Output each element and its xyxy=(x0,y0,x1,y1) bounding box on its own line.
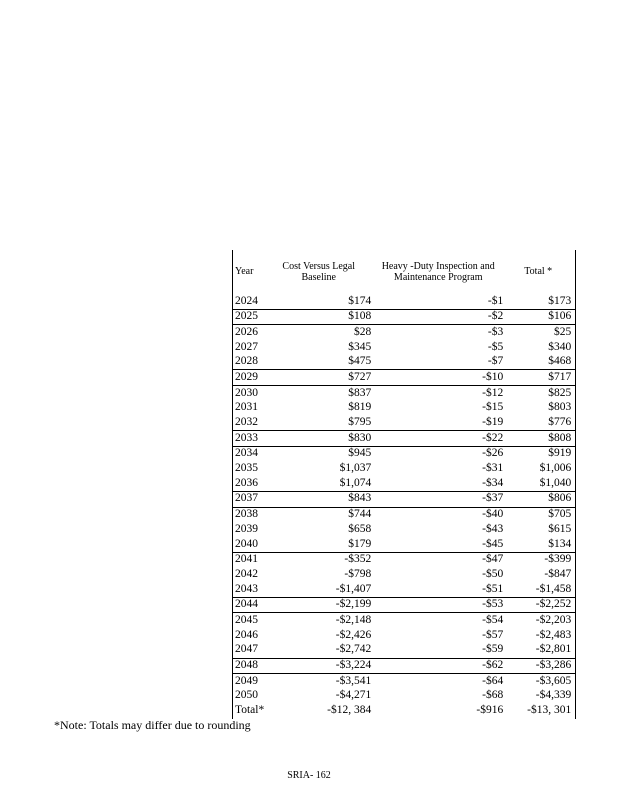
legal-cost-cell: -$2,742 xyxy=(335,643,372,656)
legal-cost-cell: $727 xyxy=(266,370,373,386)
header-hd-program: Heavy -Duty Inspection and Maintenance Program xyxy=(381,260,495,283)
legal-cost-cell: $744 xyxy=(266,507,373,522)
table-row xyxy=(233,582,576,597)
year-cell: 2036 xyxy=(233,476,267,491)
header-row xyxy=(233,250,576,294)
hd-program-cell: -$47 xyxy=(373,552,505,567)
hd-program-cell: -$62 xyxy=(373,658,505,674)
rounding-note: *Note: Totals may differ due to rounding xyxy=(54,718,251,732)
table-row xyxy=(233,537,576,552)
legal-cost-cell: -$2,199 xyxy=(266,597,373,613)
year-cell: 2049 xyxy=(233,674,267,689)
total-cell: $106 xyxy=(505,309,576,325)
year-cell: 2035 xyxy=(233,462,267,477)
legal-cost-cell: -$3,541 xyxy=(266,674,373,689)
legal-cost-cell: $1,037 xyxy=(339,462,372,475)
hd-program-cell: -$53 xyxy=(373,597,505,613)
total-cell: -$2,252 xyxy=(505,597,576,613)
year-cell: 2032 xyxy=(233,416,267,431)
year-cell: 2044 xyxy=(233,597,267,613)
year-cell: 2039 xyxy=(233,522,267,537)
table-row xyxy=(233,674,576,689)
hd-program-cell: -$26 xyxy=(373,446,505,461)
legal-cost-cell: $945 xyxy=(266,446,373,461)
year-cell: 2025 xyxy=(233,309,267,325)
year-cell: 2026 xyxy=(233,325,267,340)
table-row xyxy=(233,491,576,507)
hd-program-cell: -$59 xyxy=(482,643,504,656)
year-cell: 2040 xyxy=(233,537,267,552)
hd-program-cell: -$7 xyxy=(487,355,504,368)
table-row xyxy=(233,386,576,401)
legal-cost-cell: $1,074 xyxy=(339,476,372,489)
table-row xyxy=(233,431,576,447)
hd-program-cell: -$34 xyxy=(482,476,504,489)
legal-cost-cell: -$1,407 xyxy=(335,582,372,595)
hd-program-cell: -$12 xyxy=(373,386,505,401)
cost-table xyxy=(232,250,576,719)
total-cell: -$2,801 xyxy=(505,643,576,658)
legal-cost-cell: -$2,148 xyxy=(266,613,373,628)
hd-program-cell: -$37 xyxy=(373,491,505,507)
hd-program-cell: -$57 xyxy=(482,628,504,641)
header-year: Year xyxy=(233,250,267,294)
hd-program-cell: -$40 xyxy=(373,507,505,522)
year-cell: 2034 xyxy=(233,446,267,461)
total-cell: -$4,339 xyxy=(505,689,576,704)
hd-program-cell: -$51 xyxy=(482,582,504,595)
legal-cost-cell: $830 xyxy=(266,431,373,447)
year-cell: 2042 xyxy=(233,567,267,582)
total-cell: $919 xyxy=(505,446,576,461)
year-cell: 2046 xyxy=(233,628,267,643)
total-cell: $25 xyxy=(505,325,576,340)
total-cell: $1,040 xyxy=(505,476,576,491)
legal-cost-cell: $475 xyxy=(348,355,372,368)
legal-cost-cell: -$3,224 xyxy=(266,658,373,674)
year-cell: 2027 xyxy=(233,340,267,355)
table-row xyxy=(233,325,576,340)
hd-program-cell: -$2 xyxy=(373,309,505,325)
table-row xyxy=(233,643,576,658)
table-row xyxy=(233,355,576,370)
total-cell: $1,006 xyxy=(505,462,576,477)
total-legal-cell: -$12, 384 xyxy=(327,704,372,717)
table-row xyxy=(233,522,576,537)
legal-cost-cell: -$2,426 xyxy=(335,628,372,641)
table-row xyxy=(233,446,576,461)
year-cell: 2029 xyxy=(233,370,267,386)
year-cell: 2048 xyxy=(233,658,267,674)
year-cell: 2024 xyxy=(233,294,267,309)
table-row xyxy=(233,401,576,416)
legal-cost-cell: $179 xyxy=(348,537,372,550)
legal-cost-cell: $795 xyxy=(348,416,372,429)
table-row xyxy=(233,613,576,628)
total-cell: $468 xyxy=(505,355,576,370)
year-cell: 2047 xyxy=(233,643,267,658)
total-cell: $808 xyxy=(505,431,576,447)
legal-cost-cell: $28 xyxy=(266,325,373,340)
legal-cost-cell: $174 xyxy=(348,294,372,307)
legal-cost-cell: $819 xyxy=(348,401,372,414)
year-cell: 2030 xyxy=(233,386,267,401)
table-row xyxy=(233,416,576,431)
total-cell: $806 xyxy=(505,491,576,507)
hd-program-cell: -$54 xyxy=(373,613,505,628)
legal-cost-cell: $658 xyxy=(348,522,372,535)
legal-cost-cell: $345 xyxy=(348,340,372,353)
page-footer: SRIA- 162 xyxy=(287,770,331,781)
table-row xyxy=(233,309,576,325)
table-row xyxy=(233,370,576,386)
total-cell: -$2,483 xyxy=(505,628,576,643)
hd-program-cell: -$10 xyxy=(373,370,505,386)
total-cell: -$2,203 xyxy=(505,613,576,628)
total-cell: $705 xyxy=(505,507,576,522)
cost-table-wrapper xyxy=(232,250,576,719)
total-cell: $776 xyxy=(505,416,576,431)
hd-program-cell: -$3 xyxy=(373,325,505,340)
table-row xyxy=(233,567,576,582)
total-hd-cell: -$916 xyxy=(476,704,504,717)
year-cell: 2041 xyxy=(233,552,267,567)
legal-cost-cell: $843 xyxy=(266,491,373,507)
hd-program-cell: -$43 xyxy=(482,522,504,535)
table-row xyxy=(233,476,576,491)
hd-program-cell: -$50 xyxy=(482,567,504,580)
total-cell: $825 xyxy=(505,386,576,401)
total-cell: $615 xyxy=(505,522,576,537)
table-row xyxy=(233,462,576,477)
year-cell: 2033 xyxy=(233,431,267,447)
table-row xyxy=(233,689,576,704)
year-cell: 2050 xyxy=(233,689,267,704)
table-row xyxy=(233,340,576,355)
year-cell: 2028 xyxy=(233,355,267,370)
hd-program-cell: -$1 xyxy=(487,294,504,307)
total-total-cell: -$13, 301 xyxy=(505,704,576,719)
table-row xyxy=(233,628,576,643)
hd-program-cell: -$68 xyxy=(482,689,504,702)
hd-program-cell: -$45 xyxy=(482,537,504,550)
header-total: Total * xyxy=(505,250,576,294)
legal-cost-cell: $108 xyxy=(266,309,373,325)
hd-program-cell: -$19 xyxy=(482,416,504,429)
table-row xyxy=(233,294,576,309)
total-cell: -$1,458 xyxy=(505,582,576,597)
hd-program-cell: -$64 xyxy=(373,674,505,689)
table-row xyxy=(233,658,576,674)
year-cell: 2037 xyxy=(233,491,267,507)
legal-cost-cell: $837 xyxy=(266,386,373,401)
legal-cost-cell: -$798 xyxy=(344,567,372,580)
year-cell: 2043 xyxy=(233,582,267,597)
total-cell: -$847 xyxy=(505,567,576,582)
total-cell: $717 xyxy=(505,370,576,386)
hd-program-cell: -$15 xyxy=(482,401,504,414)
header-legal: Cost Versus Legal Baseline xyxy=(282,260,356,283)
legal-cost-cell: -$4,271 xyxy=(335,689,372,702)
table-row xyxy=(233,597,576,613)
total-cell: -$399 xyxy=(505,552,576,567)
table-row xyxy=(233,552,576,567)
hd-program-cell: -$22 xyxy=(373,431,505,447)
year-cell: 2038 xyxy=(233,507,267,522)
total-cell: -$3,286 xyxy=(505,658,576,674)
total-cell: $340 xyxy=(505,340,576,355)
total-cell: $173 xyxy=(505,294,576,309)
table-row xyxy=(233,507,576,522)
total-row xyxy=(233,704,576,719)
hd-program-cell: -$31 xyxy=(482,462,504,475)
total-label-cell: Total* xyxy=(233,704,267,719)
total-cell: $134 xyxy=(505,537,576,552)
total-cell: -$3,605 xyxy=(505,674,576,689)
year-cell: 2045 xyxy=(233,613,267,628)
hd-program-cell: -$5 xyxy=(487,340,504,353)
total-cell: $803 xyxy=(505,401,576,416)
table-body xyxy=(233,294,576,719)
legal-cost-cell: -$352 xyxy=(266,552,373,567)
year-cell: 2031 xyxy=(233,401,267,416)
